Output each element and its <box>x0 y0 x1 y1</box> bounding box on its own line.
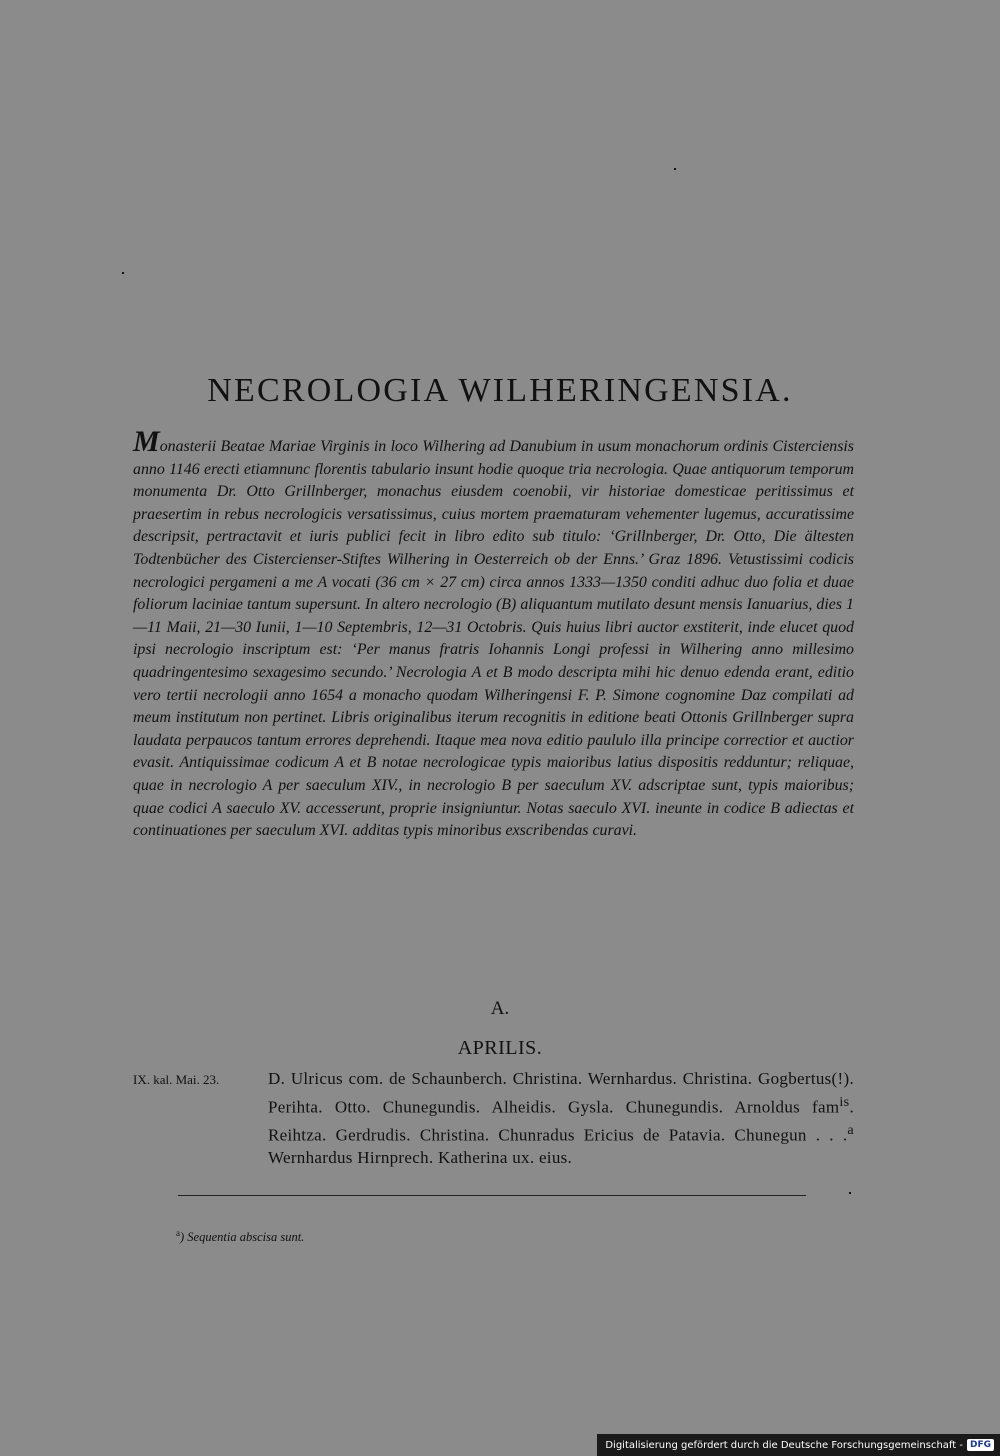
page-title: NECROLOGIA WILHERINGENSIA. <box>207 372 793 409</box>
dfg-footer-text: Digitalisierung gefördert durch die Deutsche Forschungsgemeinschaft - <box>605 1439 963 1451</box>
entry-sup-fam: is <box>839 1093 850 1110</box>
dfg-footer-bar <box>597 1434 1000 1456</box>
footnote-marker: a <box>176 1228 180 1238</box>
entry-line-3: Wernhardus Hirnprech. Katherina ux. eius. <box>268 1147 573 1167</box>
scan-speck <box>122 272 124 274</box>
dfg-logo: DFG <box>967 1439 994 1451</box>
intro-dropcap: M <box>133 425 160 458</box>
necrology-entry <box>268 1068 854 1169</box>
scan-speck <box>849 1192 851 1194</box>
footnote-rule <box>178 1195 806 1196</box>
month-heading: APRILIS. <box>457 1037 543 1059</box>
entry-line-1: D. Ulricus com. de Schaunberch. Christina. Wernhardus. Christina. Gogbertus(!). Perihta. Otto. Chunegundis. Alheidis. Gysla. Chunegundis. Arnoldus fam <box>268 1069 854 1117</box>
scan-speck <box>674 168 676 170</box>
intro-text: onasterii Beatae Mariae Virginis in loco Wilhering ad Danubium in usum monachorum ordinis Cisterciensis anno 1146 erecti etiamnunc florentis tabulario insunt hodie quoque tria necrologia. Quae antiquorum temporum monumenta Dr. Otto Grillnberger, monachus eiusdem coenobii, vir historiae domesticae peritissimus et praesertim in rebus necrologicis versatissimus, cuius mortem praematuram vehementer lugemus, accuratissime descripsit, pertractavit et iuris publici fecit in libro edito sub titulo: ‘Grillnberger, Dr. Otto, Die ältesten Todtenbücher des Cistercienser-Stiftes Wilhering in Oesterreich ob der Enns.’ Graz 1896. Vetustissimi codicis necrologici pergameni a me A vocati (36 cm × 27 cm) circa annos 1333—1350 conditi adhuc duo folia et duae foliorum laciniae tantum supersunt. In altero necrologio (B) aliquantum mutilato desunt mensis Ianuarius, dies 1—11 Maii, 21—30 Iunii, 1—10 Septembris, 12—31 Octobris. Quis huius libri auctor exstiterit, inde elucet quod ipsi necrologio inscriptum est: ‘Per manus fratris Iohannis Longi professi in Wilhering anno millesimo quadringentesimo sexagesimo secundo.’ Necrologia A et B modo descripta mihi hic denuo edenda erant, editio vero tertii necrologii anno 1654 a monacho quodam Wilheringensi F. P. Simone cognomine Daz compilati ad meum institutum non pertinet. Libris originalibus iterum recognitis in editione beati Ottonis Grillnberger supra laudata perpaucos tantum errores deprehendi. Itaque mea nova editio paululo illa principe correctior et auctior evasit. Antiquissimae codicum A et B notae necrologicae typis maioribus latius dispositis redduntur; reliquae, quae in necrologio A per saeculum XIV., in necrologio B per saeculum XV. adscriptae sunt, typis maioribus; quae codici A saeculo XV. accesserunt, proprie insigniuntur. Notas saeculo XVI. ineunte in codice B adiectas et continuationes per saeculum XVI. additas typis minoribus exscribendas curavi. <box>133 438 854 840</box>
entry-date: IX. kal. Mai. 23. <box>133 1072 220 1087</box>
entry-footnote-marker: a <box>847 1121 854 1138</box>
footnote-text: ) Sequentia abscisa sunt. <box>180 1230 305 1245</box>
intro-paragraph <box>133 425 854 843</box>
footnote <box>176 1228 304 1245</box>
entry-line-2: . Reihtza. Gerdrudis. Christina. Chunradus Ericius de Patavia. Chunegun . . . <box>268 1097 854 1145</box>
section-letter: A. <box>490 998 510 1019</box>
